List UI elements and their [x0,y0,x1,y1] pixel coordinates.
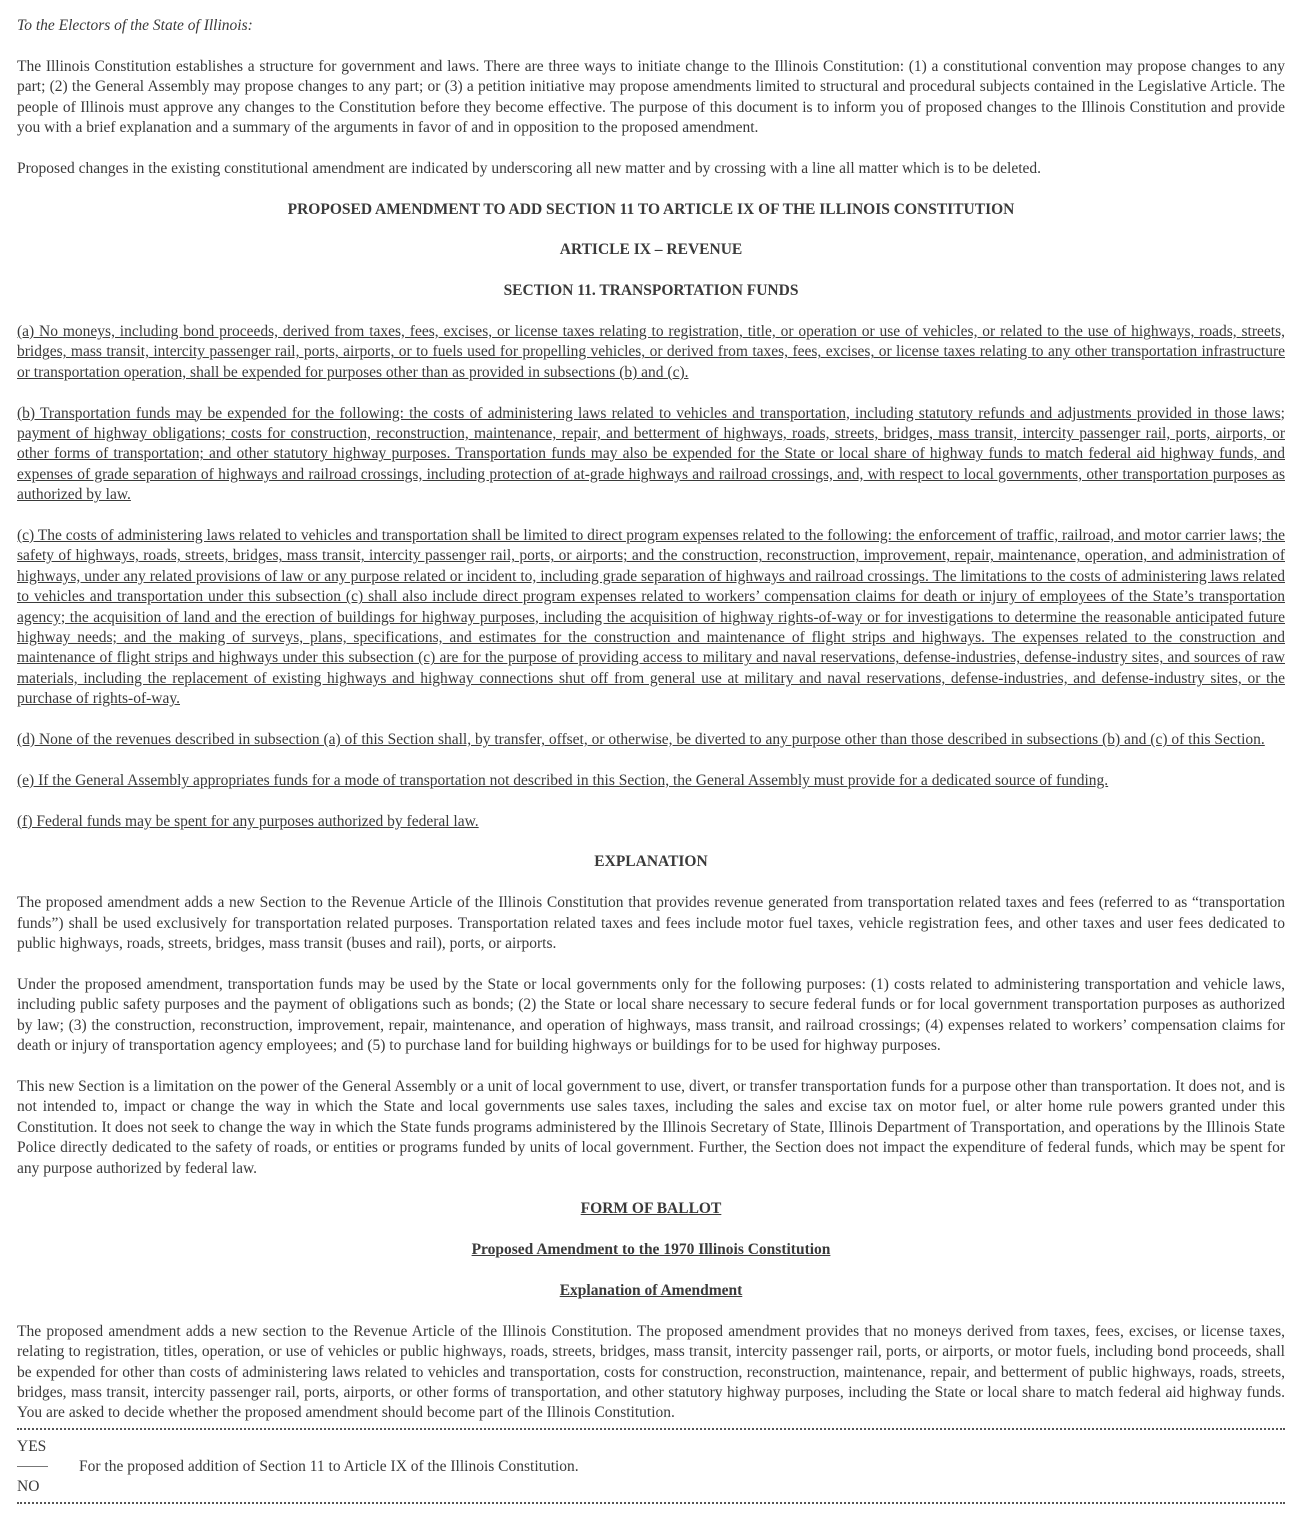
section-heading: SECTION 11. TRANSPORTATION FUNDS [503,282,799,300]
intro-paragraph: The Illinois Constitution establishes a structure for government and laws. There are three ways to initiate change to the Illinois Constitution: (1) a constitutional convention may propose changes to any part; (2) the General Assembly may propose changes to any part; or (3) a petition initiative may propose amendments limited to structural and procedural subjects contained in the Legislative Article. The people of Illinois must approve any changes to the Constitution before they become effective. The purpose of this document is to inform you of proposed changes to the Illinois Constitution and provide you with a brief explanation and a summary of the arguments in favor of and in opposition to the proposed amendment. [17,57,1285,137]
explanation-heading: EXPLANATION [594,853,708,871]
proposed-1970-heading [17,1240,1285,1260]
subsection-c: (c) The costs of administering laws related to vehicles and transportation shall be limited to direct program expenses related to the following: the enforcement of traffic, railroad, and motor carrier laws; the safety of highways, roads, streets, bridges, mass transit, intercity passenger rail, ports, or airports; and the construction, reconstruction, improvement, repair, maintenance, operation, and administration of highways, under any related provisions of law or any purpose related or incident to, including grade separation of highways and railroad crossings. The limitations to the costs of administering laws related to vehicles and transportation under this subsection (c) shall also include direct program expenses related to workers’ compensation claims for death or injury of employees of the State’s transportation agency; the acquisition of land and the erection of buildings for highway purposes, including the acquisition of highway rights-of-way or for investigations to determine the reasonable anticipated future highway needs; and the making of surveys, plans, specifications, and estimates for the construction and maintenance of flight strips and highways. The expenses related to the construction and maintenance of flight strips and highways under this subsection (c) are for the purpose of providing access to military and naval reservations, defense-industries, defense-industry sites, and sources of raw materials, including the replacement of existing highways and highway connections shut off from general use at military and naval reservations, defense-industries, and defense-industry sites, or the purchase of rights-of-way. [17,527,1285,708]
ballot-mark-line [17,1466,48,1467]
dotted-divider-bottom [17,1502,1285,1504]
ballot-choices [17,1430,1285,1502]
yes-option[interactable]: YES [17,1437,47,1455]
explanation-of-amendment-label: Explanation of Amendment [559,1281,743,1299]
explanation-of-amendment-heading [17,1281,1285,1301]
salutation: To the Electors of the State of Illinois: [17,17,253,34]
explanation-paragraph: The proposed amendment adds a new Section to the Revenue Article of the Illinois Constitution that provides revenue generated from transportation related taxes and fees (referred to as “transportation funds”) shall be used exclusively for transportation related purposes. Transportation related taxes and fees include motor fuel taxes, vehicle registration fees, and other taxes and user fees dedicated to public highways, roads, streets, bridges, mass transit (buses and rail), ports, or airports. [17,894,1285,953]
explanation-paragraph: Under the proposed amendment, transportation funds may be used by the State or local governments only for the following purposes: (1) costs related to administering transportation and vehicle laws, including public safety purposes and the payment of obligations such as bonds; (2) the State or local share necessary to secure federal funds or for local government transportation purposes as authorized by law; (3) the construction, reconstruction, improvement, repair, maintenance, and operation of highways, mass transit, and railroad crossings; (4) expenses related to workers’ compensation claims for death or injury of transportation agency employees; and (5) to purchase land for building highways or buildings for to be used for highway purposes. [17,975,1285,1055]
subsection-d: (d) None of the revenues described in subsection (a) of this Section shall, by transfer, offset, or otherwise, be diverted to any purpose other than those described in subsections (b) and (c) of this Section. [17,731,1265,749]
form-of-ballot-label: FORM OF BALLOT [580,1200,722,1218]
subsection-e: (e) If the General Assembly appropriates funds for a mode of transportation not described in this Section, the General Assembly must provide for a dedicated source of funding. [17,771,1109,789]
form-of-ballot-heading [17,1199,1285,1219]
subsection-a: (a) No moneys, including bond proceeds, derived from taxes, fees, excises, or license taxes relating to registration, title, or operation or use of vehicles, or related to the use of highways, roads, streets, bridges, mass transit, intercity passenger rail, ports, airports, or to fuels used for propelling vehicles, or derived from taxes, fees, excises, or license taxes relating to any other transportation infrastructure or transportation operation, shall be expended for purposes other than as provided in subsections (b) and (c). [17,323,1285,381]
subsection-f: (f) Federal funds may be spent for any purposes authorized by federal law. [17,812,479,830]
article-heading: ARTICLE IX – REVENUE [559,241,743,259]
explanation-paragraph: This new Section is a limitation on the power of the General Assembly or a unit of local government to use, divert, or transfer transportation funds for a purpose other than transportation. It does not, and is not intended to, impact or change the way in which the State and local governments use sales taxes, including the sales and excise tax on motor fuel, or alter home rule powers granted under this Constitution. It does not seek to change the way in which the State funds programs administered by the Illinois Secretary of State, Illinois Department of Transportation, and operations by the Illinois State Police directly dedicated to the safety of roads, or entities or programs funded by units of local government. Further, the Section does not impact the expenditure of federal funds, which may be spent for any purpose authorized by federal law. [17,1077,1285,1177]
proposed-1970-label: Proposed Amendment to the 1970 Illinois Constitution [471,1241,831,1259]
ballot-explanation: The proposed amendment adds a new section to the Revenue Article of the Illinois Constitution. The proposed amendment provides that no moneys derived from taxes, fees, excises, or license taxes, relating to registration, titles, operation, or use of vehicles or public highways, roads, streets, bridges, mass transit, intercity passenger rail, ports, or airports, or motor fuels, including bond proceeds, shall be expended for other than costs of administering laws related to vehicles and transportation, costs for construction, reconstruction, maintenance, repair, and betterment of public highways, roads, streets, bridges, mass transit, intercity passenger rail, ports, airports, or other forms of transportation, and other statutory highway purposes, including the State or local share to match federal aid highway funds. You are asked to decide whether the proposed amendment should become part of the Illinois Constitution. [17,1322,1285,1422]
intro-note: Proposed changes in the existing constitutional amendment are indicated by underscoring all new matter and by crossing with a line all matter which is to be deleted. [17,159,1042,177]
no-option[interactable]: NO [17,1477,40,1495]
subsection-b: (b) Transportation funds may be expended for the following: the costs of administering laws related to vehicles and transportation, including statutory refunds and adjustments provided in those laws; payment of highway obligations; costs for construction, reconstruction, maintenance, repair, and betterment of highways, roads, streets, bridges, mass transit, intercity passenger rail, ports, airports, or other forms of transportation; and other statutory highway purposes. Transportation funds may also be expended for the State or local share of highway funds to match federal aid highway funds, and expenses of grade separation of highways and railroad crossings, including protection of at-grade highways and railroad crossings, and, with respect to local governments, other transportation purposes as authorized by law. [17,404,1285,504]
proposed-amendment-heading: PROPOSED AMENDMENT TO ADD SECTION 11 TO ARTICLE IX OF THE ILLINOIS CONSTITUTION [287,200,1015,218]
ballot-choice-text: For the proposed addition of Section 11 to Article IX of the Illinois Constitution. [79,1457,579,1475]
